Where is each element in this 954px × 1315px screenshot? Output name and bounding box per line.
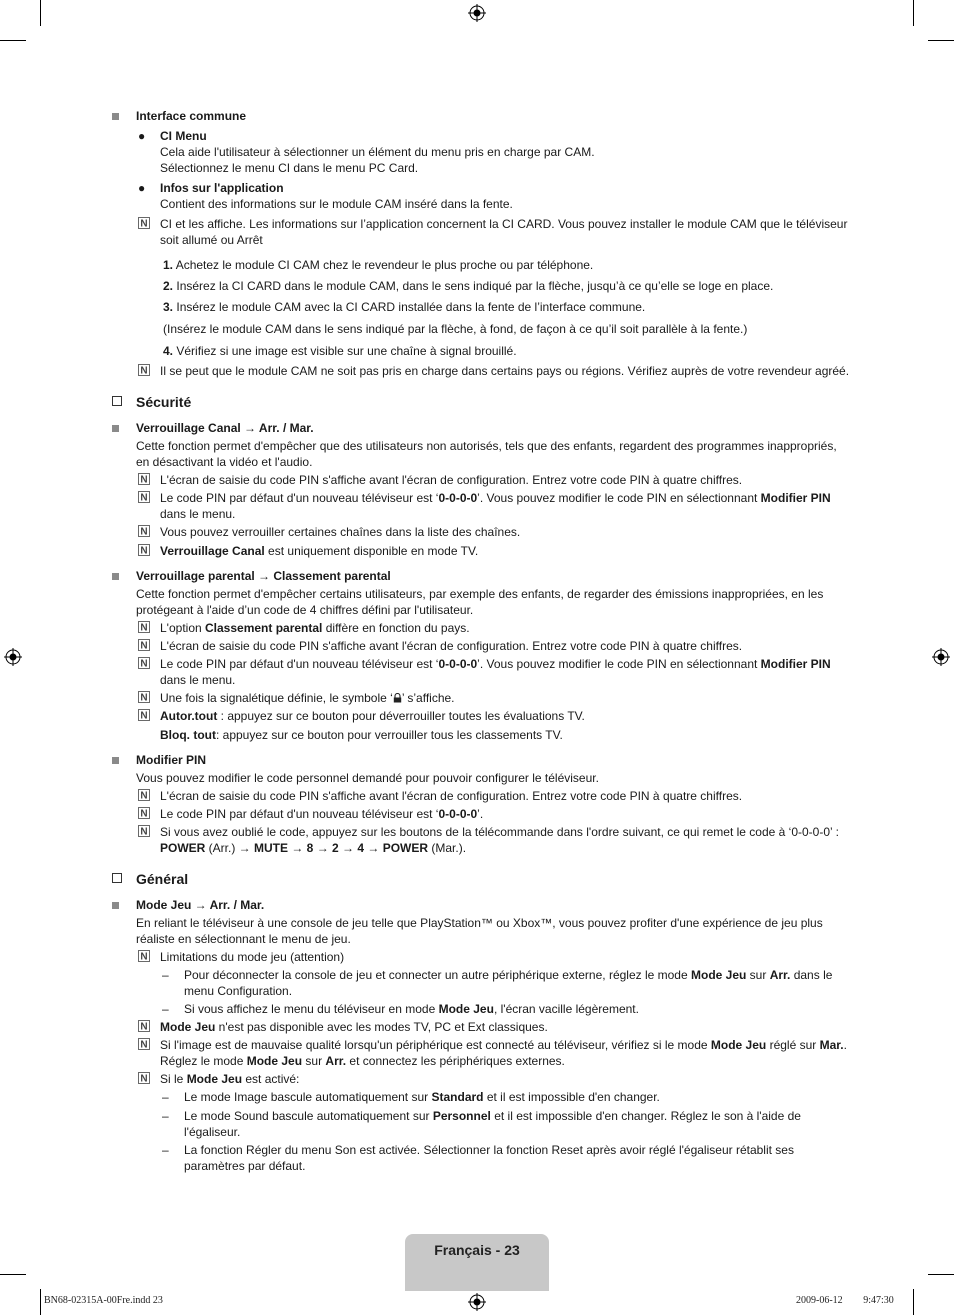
jeu-note-2: N Mode Jeu n'est pas disponible avec les modes TV, PC et Ext classiques. bbox=[112, 1019, 852, 1035]
square-bullet-icon bbox=[112, 108, 134, 124]
note-icon bbox=[138, 789, 150, 801]
crop-mark bbox=[913, 0, 914, 26]
note-icon bbox=[138, 217, 150, 229]
print-slug-filename: BN68-02315A-00Fre.indd 23 bbox=[44, 1295, 163, 1306]
svg-text:N: N bbox=[140, 826, 148, 837]
securite-heading: Sécurité bbox=[112, 393, 852, 411]
jeu-enabled-3: – La fonction Régler du menu Son est activée. Sélectionner la fonction Reset après avoir réglé l'égaliseur rétablit ses paramètres par défaut. bbox=[162, 1143, 794, 1173]
ci-step-2: 2. Insérez la CI CARD dans le module CAM, dans le sens indiqué par la flèche, jusqu’à ce qu’elle se loge en place. bbox=[163, 279, 774, 293]
canal-desc: Cette fonction permet d'empêcher que des utilisateurs non autorisés, tels que des enfants, regardent des programmes inappropriés, en désactivant la vidéo et l'audio. bbox=[136, 439, 837, 469]
crop-mark bbox=[40, 0, 41, 26]
ci-note-2: N Il se peut que le module CAM ne soit pas pris en charge dans certains pays ou régions. Vérifiez auprès de votre revendeur agréé. bbox=[112, 363, 852, 379]
ci-step-4: 4. Vérifiez si une image est visible sur une chaîne à signal brouillé. bbox=[163, 344, 517, 358]
parental-note-5: N Autor.tout : appuyez sur ce bouton pour déverrouiller toutes les évaluations TV. bbox=[112, 708, 852, 724]
lock-icon bbox=[393, 693, 402, 703]
pin-note-3: N Si vous avez oublié le code, appuyez sur les boutons de la télécommande dans l'ordre suivant, ce qui remet le code à ‘0-0-0-0’ : POWER (Arr.) → MUTE → 8 → 2 → 4 → POWER (Mar.). bbox=[112, 824, 852, 856]
checkbox-square-icon bbox=[112, 873, 122, 883]
general-heading: Général bbox=[112, 870, 852, 888]
svg-text:N: N bbox=[140, 658, 148, 669]
square-bullet-icon bbox=[112, 568, 134, 584]
crop-mark bbox=[40, 1289, 41, 1315]
ci-info-title: ● Infos sur l'application bbox=[138, 181, 284, 195]
square-bullet-icon bbox=[112, 752, 134, 768]
page-number-tab: Français - 23 bbox=[405, 1234, 549, 1291]
note-icon bbox=[138, 709, 150, 721]
dash-bullet: – bbox=[162, 1143, 169, 1157]
parental-note-1: N L'option Classement parental diffère en fonction du pays. bbox=[112, 620, 852, 636]
note-icon bbox=[138, 491, 150, 503]
jeu-enabled-2: – Le mode Sound bascule automatiquement sur Personnel et il est impossible d'en changer. Réglez le son à l'aide de l'égaliseur. bbox=[162, 1109, 801, 1139]
svg-text:N: N bbox=[140, 710, 148, 721]
ci-heading: Interface commune bbox=[112, 108, 852, 124]
mode-jeu-title: Mode Jeu → Arr. / Mar. bbox=[112, 897, 852, 913]
checkbox-square-icon bbox=[112, 396, 122, 406]
svg-text:N: N bbox=[140, 951, 148, 962]
svg-text:N: N bbox=[140, 790, 148, 801]
note-icon bbox=[138, 807, 150, 819]
svg-text:N: N bbox=[140, 1021, 148, 1032]
bullet-dot-icon: ● bbox=[138, 129, 146, 143]
svg-text:N: N bbox=[140, 545, 148, 556]
jeu-note-4: N Si le Mode Jeu est activé: bbox=[112, 1071, 852, 1087]
parental-note-2: N L'écran de saisie du code PIN s'affiche avant l'écran de configuration. Entrez votre code PIN à quatre chiffres. bbox=[112, 638, 852, 654]
registration-mark-icon bbox=[4, 648, 22, 666]
crop-mark bbox=[928, 40, 954, 41]
print-slug-timestamp: 2009-06-12 ￿￿ 9:47:30 bbox=[796, 1295, 894, 1306]
svg-text:N: N bbox=[140, 692, 148, 703]
svg-text:N: N bbox=[140, 218, 148, 229]
crop-mark bbox=[913, 1289, 914, 1315]
svg-text:N: N bbox=[140, 808, 148, 819]
canal-note-1: N L'écran de saisie du code PIN s'affiche avant l'écran de configuration. Entrez votre code PIN à quatre chiffres. bbox=[112, 472, 852, 488]
ci-step-note: (Insérez le module CAM dans le sens indiqué par la flèche, à fond, de façon à ce qu’il soit parallèle à la fente.) bbox=[163, 322, 748, 336]
dash-bullet: – bbox=[162, 968, 169, 982]
square-bullet-icon bbox=[112, 897, 134, 913]
jeu-note-3: N Si l'image est de mauvaise qualité lorsqu'un périphérique est connecté au téléviseur, vérifiez si le mode Mode Jeu réglé sur Mar.. Réglez le mode Mode Jeu sur Arr. et connectez les périphériques externes. bbox=[112, 1037, 852, 1069]
note-icon bbox=[138, 1020, 150, 1032]
ci-menu-desc bbox=[112, 144, 852, 176]
ci-step-3: 3. Insérez le module CAM avec la CI CARD installée dans la fente de l’interface commune. bbox=[163, 300, 646, 314]
svg-text:N: N bbox=[140, 1073, 148, 1084]
note-icon bbox=[138, 473, 150, 485]
note-icon bbox=[138, 621, 150, 633]
canal-note-4: N Verrouillage Canal est uniquement disponible en mode TV. bbox=[112, 543, 852, 559]
registration-mark-icon bbox=[468, 4, 486, 22]
pin-note-1: N L'écran de saisie du code PIN s'affiche avant l'écran de configuration. Entrez votre code PIN à quatre chiffres. bbox=[112, 788, 852, 804]
canal-title: Verrouillage Canal → Arr. / Mar. bbox=[112, 420, 852, 436]
svg-text:N: N bbox=[140, 492, 148, 503]
canal-note-2: N Le code PIN par défaut d'un nouveau téléviseur est ‘0-0-0-0’. Vous pouvez modifier le code PIN en sélectionnant Modifier PIN dans le menu. bbox=[112, 490, 852, 522]
crop-mark bbox=[928, 1274, 954, 1275]
note-icon bbox=[138, 1072, 150, 1084]
modifier-pin-desc: Vous pouvez modifier le code personnel demandé pour pouvoir configurer le téléviseur. bbox=[136, 771, 599, 785]
ci-menu-title: ● CI Menu bbox=[138, 129, 207, 143]
dash-bullet: – bbox=[162, 1002, 169, 1016]
note-icon bbox=[138, 691, 150, 703]
canal-note-3: N Vous pouvez verrouiller certaines chaînes dans la liste des chaînes. bbox=[112, 524, 852, 540]
parental-title: Verrouillage parental → Classement parental bbox=[112, 568, 852, 584]
svg-text:N: N bbox=[140, 622, 148, 633]
svg-text:N: N bbox=[140, 1039, 148, 1050]
jeu-dash-1: – Pour déconnecter la console de jeu et connecter un autre périphérique externe, réglez le mode Mode Jeu sur Arr. dans le menu Configuration. bbox=[162, 968, 833, 998]
registration-mark-icon bbox=[932, 648, 950, 666]
crop-mark bbox=[0, 40, 26, 41]
note-icon bbox=[138, 825, 150, 837]
jeu-dash-2: – Si vous affichez le menu du téléviseur en mode Mode Jeu, l'écran vacille légèrement. bbox=[162, 1002, 639, 1016]
pin-note-2: N Le code PIN par défaut d'un nouveau téléviseur est ‘0-0-0-0’. bbox=[112, 806, 852, 822]
note-icon bbox=[138, 950, 150, 962]
text-line: Cela aide l'utilisateur à sélectionner un élément du menu pris en charge par CAM. bbox=[160, 145, 595, 159]
note-icon bbox=[138, 525, 150, 537]
jeu-note-1: N Limitations du mode jeu (attention) bbox=[112, 949, 852, 965]
svg-text:N: N bbox=[140, 526, 148, 537]
parental-desc: Cette fonction permet d'empêcher certains utilisateurs, par exemple des enfants, de regarder des émissions inappropriées, en les protégeant à l'aide d’un code de 4 chiffres défini par l'utilisateur. bbox=[136, 587, 824, 617]
parental-note-6: Bloq. tout: appuyez sur ce bouton pour verrouiller tous les classements TV. bbox=[160, 728, 563, 742]
text-line: Sélectionnez le menu CI dans le menu PC Card. bbox=[160, 161, 419, 175]
jeu-enabled-1: – Le mode Image bascule automatiquement sur Standard et il est impossible d'en changer. bbox=[162, 1090, 660, 1104]
mode-jeu-desc: En reliant le téléviseur à une console de jeu telle que PlayStation™ ou Xbox™, vous pouvez profiter d'une expérience de jeu plus réaliste en sélectionnant le menu de jeu. bbox=[136, 916, 823, 946]
bullet-dot-icon: ● bbox=[138, 181, 146, 195]
svg-text:N: N bbox=[140, 474, 148, 485]
svg-text:N: N bbox=[140, 640, 148, 651]
crop-mark bbox=[0, 1274, 26, 1275]
note-icon bbox=[138, 1038, 150, 1050]
modifier-pin-title: Modifier PIN bbox=[112, 752, 852, 768]
svg-text:N: N bbox=[140, 365, 148, 376]
ci-step-1: 1. Achetez le module CI CAM chez le revendeur le plus proche ou par téléphone. bbox=[163, 258, 594, 272]
square-bullet-icon bbox=[112, 420, 134, 436]
parental-note-3: N Le code PIN par défaut d'un nouveau téléviseur est ‘0-0-0-0’. Vous pouvez modifier le code PIN en sélectionnant Modifier PIN dans le menu. bbox=[112, 656, 852, 688]
dash-bullet: – bbox=[162, 1090, 169, 1104]
parental-note-4: N Une fois la signalétique définie, le symbole ‘ ’ s’affiche. bbox=[112, 690, 852, 706]
ci-info-desc: Contient des informations sur le module CAM inséré dans la fente. bbox=[160, 197, 513, 211]
registration-mark-icon bbox=[468, 1293, 486, 1311]
manual-page-content bbox=[112, 108, 852, 1174]
note-icon bbox=[138, 544, 150, 556]
ci-note-1: N CI et les affiche. Les informations sur l’application concernent la CI CARD. Vous pouvez installer le module CAM que le téléviseur soit allumé ou Arrêt bbox=[112, 216, 852, 248]
dash-bullet: – bbox=[162, 1109, 169, 1123]
note-icon bbox=[138, 639, 150, 651]
note-icon bbox=[138, 364, 150, 376]
note-icon bbox=[138, 657, 150, 669]
